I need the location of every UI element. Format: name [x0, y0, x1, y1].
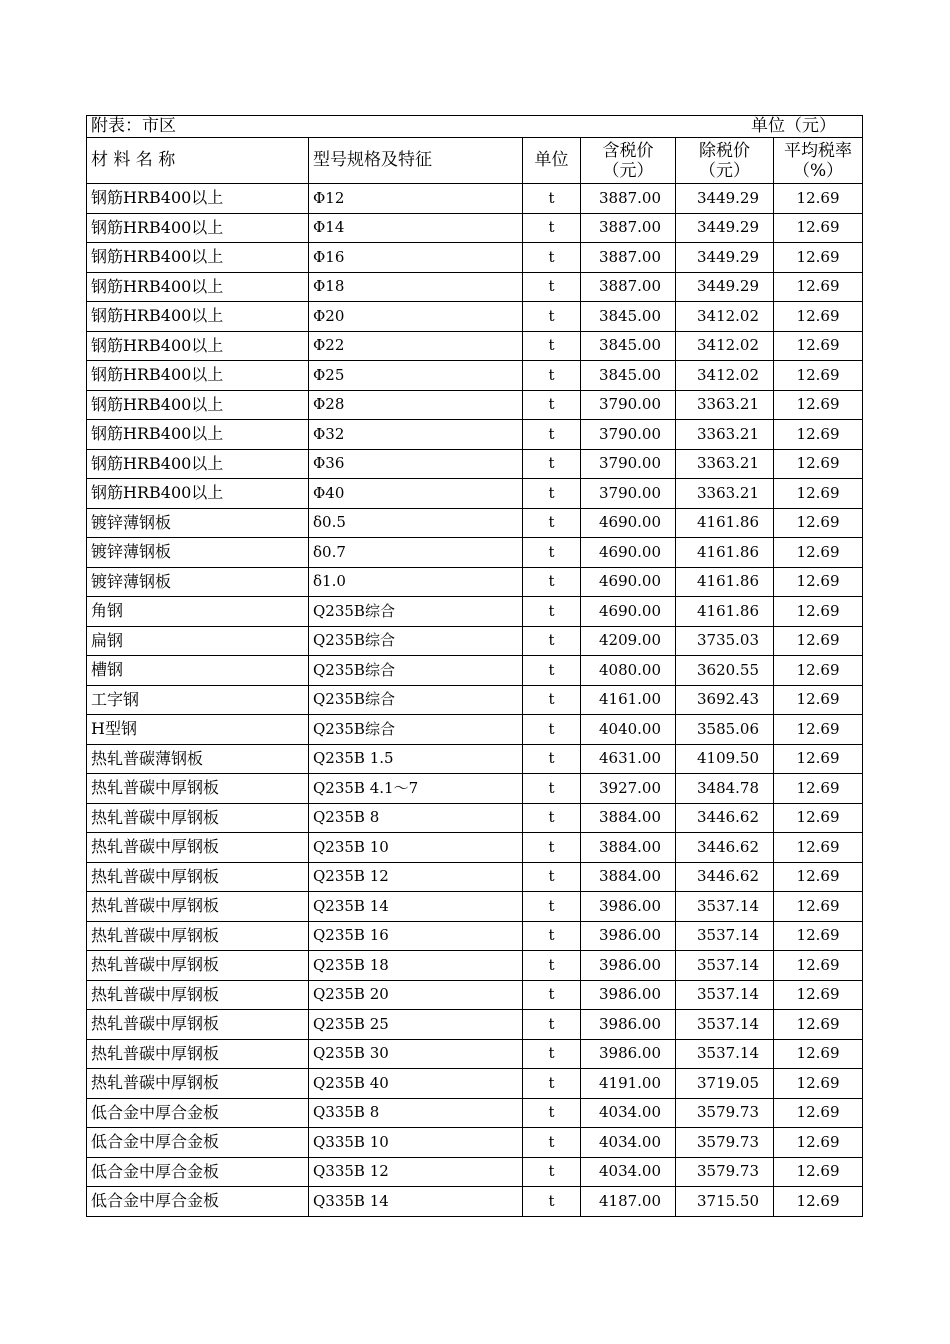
cell-price-with-tax: 3884.00	[581, 862, 676, 892]
cell-avg-tax-rate: 12.69	[774, 862, 863, 892]
cell-price-with-tax: 3927.00	[581, 774, 676, 804]
cell-avg-tax-rate: 12.69	[774, 1039, 863, 1069]
table-row	[87, 508, 863, 538]
cell-spec: Q235B 30	[309, 1039, 523, 1069]
table-row	[87, 774, 863, 804]
cell-unit: t	[523, 302, 581, 332]
cell-avg-tax-rate: 12.69	[774, 1187, 863, 1217]
cell-spec: Q235B 40	[309, 1069, 523, 1099]
cell-unit: t	[523, 538, 581, 568]
table-row	[87, 833, 863, 863]
cell-avg-tax-rate: 12.69	[774, 331, 863, 361]
cell-avg-tax-rate: 12.69	[774, 390, 863, 420]
cell-avg-tax-rate: 12.69	[774, 302, 863, 332]
cell-spec: Φ40	[309, 479, 523, 509]
cell-material-name: 热轧普碳中厚钢板	[87, 892, 309, 922]
cell-avg-tax-rate: 12.69	[774, 833, 863, 863]
cell-unit: t	[523, 833, 581, 863]
cell-price-with-tax: 4034.00	[581, 1098, 676, 1128]
cell-price-with-tax: 4690.00	[581, 567, 676, 597]
cell-spec: Φ18	[309, 272, 523, 302]
cell-material-name: 钢筋HRB400以上	[87, 390, 309, 420]
cell-unit: t	[523, 508, 581, 538]
cell-price-with-tax: 3887.00	[581, 243, 676, 273]
cell-avg-tax-rate: 12.69	[774, 567, 863, 597]
cell-price-with-tax: 4209.00	[581, 626, 676, 656]
cell-material-name: 热轧普碳中厚钢板	[87, 980, 309, 1010]
cell-unit: t	[523, 361, 581, 391]
cell-price-without-tax: 3446.62	[676, 803, 774, 833]
cell-spec: Q235B 8	[309, 803, 523, 833]
cell-price-with-tax: 4161.00	[581, 685, 676, 715]
cell-price-without-tax: 3412.02	[676, 302, 774, 332]
table-row	[87, 213, 863, 243]
cell-avg-tax-rate: 12.69	[774, 272, 863, 302]
header-unit: 单位	[523, 138, 581, 184]
cell-price-without-tax: 3537.14	[676, 980, 774, 1010]
table-row	[87, 626, 863, 656]
table-row	[87, 538, 863, 568]
cell-price-without-tax: 3579.73	[676, 1157, 774, 1187]
cell-price-without-tax: 4161.86	[676, 567, 774, 597]
header-price-with-tax	[581, 138, 676, 184]
table-row	[87, 744, 863, 774]
cell-unit: t	[523, 774, 581, 804]
header-name: 材 料 名 称	[87, 138, 309, 184]
cell-price-without-tax: 3363.21	[676, 390, 774, 420]
cell-spec: Q235B 20	[309, 980, 523, 1010]
header-row	[87, 138, 863, 184]
header-price-with-tax-line2: （元）	[602, 160, 654, 181]
cell-unit: t	[523, 951, 581, 981]
cell-price-without-tax: 4161.86	[676, 538, 774, 568]
cell-price-without-tax: 3715.50	[676, 1187, 774, 1217]
cell-spec: Q335B 10	[309, 1128, 523, 1158]
cell-spec: Q235B 18	[309, 951, 523, 981]
cell-avg-tax-rate: 12.69	[774, 538, 863, 568]
table-row	[87, 715, 863, 745]
cell-price-with-tax: 4690.00	[581, 538, 676, 568]
cell-unit: t	[523, 567, 581, 597]
cell-unit: t	[523, 1187, 581, 1217]
cell-avg-tax-rate: 12.69	[774, 626, 863, 656]
caption-unit: 单位（元）	[581, 116, 863, 138]
cell-material-name: 钢筋HRB400以上	[87, 331, 309, 361]
cell-spec: Φ25	[309, 361, 523, 391]
header-price-without-tax-line2: （元）	[699, 160, 751, 181]
table-row	[87, 1069, 863, 1099]
cell-spec: Q235B综合	[309, 597, 523, 627]
cell-price-without-tax: 3537.14	[676, 1010, 774, 1040]
cell-avg-tax-rate: 12.69	[774, 685, 863, 715]
cell-material-name: 工字钢	[87, 685, 309, 715]
cell-price-with-tax: 3986.00	[581, 921, 676, 951]
cell-avg-tax-rate: 12.69	[774, 656, 863, 686]
cell-price-without-tax: 3412.02	[676, 331, 774, 361]
cell-unit: t	[523, 862, 581, 892]
table-row	[87, 331, 863, 361]
cell-unit: t	[523, 1157, 581, 1187]
table-row	[87, 1187, 863, 1217]
cell-price-with-tax: 3986.00	[581, 951, 676, 981]
table-row	[87, 390, 863, 420]
table-row	[87, 980, 863, 1010]
cell-price-with-tax: 3790.00	[581, 390, 676, 420]
table-body	[87, 116, 863, 1217]
cell-material-name: 低合金中厚合金板	[87, 1098, 309, 1128]
cell-material-name: 低合金中厚合金板	[87, 1157, 309, 1187]
cell-unit: t	[523, 1069, 581, 1099]
cell-material-name: 角钢	[87, 597, 309, 627]
header-spec: 型号规格及特征	[309, 138, 523, 184]
cell-unit: t	[523, 626, 581, 656]
cell-avg-tax-rate: 12.69	[774, 449, 863, 479]
cell-spec: Φ16	[309, 243, 523, 273]
cell-unit: t	[523, 213, 581, 243]
cell-material-name: 热轧普碳中厚钢板	[87, 1010, 309, 1040]
cell-unit: t	[523, 980, 581, 1010]
cell-spec: Q235B 25	[309, 1010, 523, 1040]
cell-avg-tax-rate: 12.69	[774, 508, 863, 538]
cell-avg-tax-rate: 12.69	[774, 243, 863, 273]
cell-price-with-tax: 4034.00	[581, 1128, 676, 1158]
cell-avg-tax-rate: 12.69	[774, 597, 863, 627]
cell-unit: t	[523, 715, 581, 745]
cell-price-with-tax: 3845.00	[581, 302, 676, 332]
cell-price-with-tax: 3884.00	[581, 803, 676, 833]
cell-avg-tax-rate: 12.69	[774, 803, 863, 833]
header-price-with-tax-line1: 含税价	[602, 140, 654, 161]
table-row	[87, 892, 863, 922]
cell-price-with-tax: 4191.00	[581, 1069, 676, 1099]
cell-material-name: 热轧普碳薄钢板	[87, 744, 309, 774]
cell-material-name: H型钢	[87, 715, 309, 745]
cell-spec: Q335B 12	[309, 1157, 523, 1187]
table-row	[87, 361, 863, 391]
cell-avg-tax-rate: 12.69	[774, 420, 863, 450]
cell-avg-tax-rate: 12.69	[774, 715, 863, 745]
cell-material-name: 热轧普碳中厚钢板	[87, 921, 309, 951]
cell-material-name: 低合金中厚合金板	[87, 1187, 309, 1217]
cell-price-with-tax: 3884.00	[581, 833, 676, 863]
cell-price-without-tax: 3579.73	[676, 1098, 774, 1128]
cell-unit: t	[523, 744, 581, 774]
table-row	[87, 1098, 863, 1128]
cell-spec: Q235B综合	[309, 626, 523, 656]
cell-price-without-tax: 3692.43	[676, 685, 774, 715]
cell-material-name: 热轧普碳中厚钢板	[87, 1039, 309, 1069]
cell-material-name: 钢筋HRB400以上	[87, 420, 309, 450]
cell-unit: t	[523, 243, 581, 273]
cell-material-name: 钢筋HRB400以上	[87, 272, 309, 302]
table-row	[87, 184, 863, 214]
cell-avg-tax-rate: 12.69	[774, 774, 863, 804]
cell-unit: t	[523, 803, 581, 833]
cell-price-without-tax: 3449.29	[676, 243, 774, 273]
table-row	[87, 243, 863, 273]
table-row	[87, 420, 863, 450]
table-row	[87, 597, 863, 627]
table-row	[87, 685, 863, 715]
cell-spec: Φ32	[309, 420, 523, 450]
cell-spec: Q235B 1.5	[309, 744, 523, 774]
cell-price-without-tax: 3620.55	[676, 656, 774, 686]
cell-material-name: 钢筋HRB400以上	[87, 184, 309, 214]
cell-spec: Φ28	[309, 390, 523, 420]
cell-unit: t	[523, 331, 581, 361]
table-row	[87, 1039, 863, 1069]
caption-left: 附表：市区	[87, 116, 581, 138]
cell-unit: t	[523, 1010, 581, 1040]
cell-material-name: 扁钢	[87, 626, 309, 656]
cell-material-name: 钢筋HRB400以上	[87, 449, 309, 479]
table-row	[87, 656, 863, 686]
cell-spec: δ0.5	[309, 508, 523, 538]
cell-price-without-tax: 3537.14	[676, 921, 774, 951]
cell-price-without-tax: 3537.14	[676, 892, 774, 922]
cell-price-with-tax: 3887.00	[581, 272, 676, 302]
cell-price-with-tax: 4034.00	[581, 1157, 676, 1187]
table-row	[87, 479, 863, 509]
cell-material-name: 槽钢	[87, 656, 309, 686]
cell-price-without-tax: 3449.29	[676, 272, 774, 302]
cell-avg-tax-rate: 12.69	[774, 1069, 863, 1099]
cell-material-name: 镀锌薄钢板	[87, 508, 309, 538]
cell-price-with-tax: 3790.00	[581, 449, 676, 479]
cell-unit: t	[523, 685, 581, 715]
cell-avg-tax-rate: 12.69	[774, 1157, 863, 1187]
cell-unit: t	[523, 420, 581, 450]
cell-spec: δ1.0	[309, 567, 523, 597]
cell-price-without-tax: 3363.21	[676, 449, 774, 479]
cell-material-name: 镀锌薄钢板	[87, 538, 309, 568]
cell-material-name: 钢筋HRB400以上	[87, 213, 309, 243]
cell-price-without-tax: 3579.73	[676, 1128, 774, 1158]
header-avg-tax-rate-line2: （%）	[792, 160, 844, 181]
cell-price-without-tax: 3585.06	[676, 715, 774, 745]
table-row	[87, 951, 863, 981]
cell-unit: t	[523, 479, 581, 509]
cell-unit: t	[523, 449, 581, 479]
cell-spec: Φ20	[309, 302, 523, 332]
cell-spec: Q335B 8	[309, 1098, 523, 1128]
cell-unit: t	[523, 656, 581, 686]
cell-material-name: 热轧普碳中厚钢板	[87, 862, 309, 892]
cell-material-name: 热轧普碳中厚钢板	[87, 951, 309, 981]
table-row	[87, 803, 863, 833]
cell-price-with-tax: 3986.00	[581, 892, 676, 922]
table-row	[87, 302, 863, 332]
cell-material-name: 钢筋HRB400以上	[87, 243, 309, 273]
cell-price-with-tax: 4040.00	[581, 715, 676, 745]
cell-material-name: 热轧普碳中厚钢板	[87, 1069, 309, 1099]
cell-price-with-tax: 3845.00	[581, 361, 676, 391]
cell-avg-tax-rate: 12.69	[774, 184, 863, 214]
table-row	[87, 567, 863, 597]
cell-price-without-tax: 3537.14	[676, 951, 774, 981]
cell-avg-tax-rate: 12.69	[774, 213, 863, 243]
cell-unit: t	[523, 597, 581, 627]
cell-spec: Q235B 12	[309, 862, 523, 892]
cell-spec: Φ14	[309, 213, 523, 243]
cell-unit: t	[523, 892, 581, 922]
table-row	[87, 921, 863, 951]
caption-row	[87, 116, 863, 138]
header-avg-tax-rate-line1: 平均税率	[784, 140, 853, 161]
cell-material-name: 热轧普碳中厚钢板	[87, 833, 309, 863]
cell-price-without-tax: 3735.03	[676, 626, 774, 656]
cell-unit: t	[523, 1039, 581, 1069]
cell-material-name: 钢筋HRB400以上	[87, 361, 309, 391]
header-price-without-tax-line1: 除税价	[699, 140, 751, 161]
table-row	[87, 449, 863, 479]
cell-price-without-tax: 3446.62	[676, 862, 774, 892]
cell-avg-tax-rate: 12.69	[774, 892, 863, 922]
cell-spec: δ0.7	[309, 538, 523, 568]
cell-unit: t	[523, 1098, 581, 1128]
cell-spec: Q335B 14	[309, 1187, 523, 1217]
cell-avg-tax-rate: 12.69	[774, 744, 863, 774]
cell-avg-tax-rate: 12.69	[774, 951, 863, 981]
cell-material-name: 钢筋HRB400以上	[87, 479, 309, 509]
cell-price-without-tax: 4109.50	[676, 744, 774, 774]
cell-spec: Q235B 10	[309, 833, 523, 863]
cell-avg-tax-rate: 12.69	[774, 1010, 863, 1040]
cell-unit: t	[523, 184, 581, 214]
cell-unit: t	[523, 1128, 581, 1158]
cell-price-without-tax: 3719.05	[676, 1069, 774, 1099]
material-price-table	[86, 115, 863, 1217]
cell-price-with-tax: 4690.00	[581, 508, 676, 538]
cell-price-without-tax: 3363.21	[676, 420, 774, 450]
cell-avg-tax-rate: 12.69	[774, 479, 863, 509]
cell-price-with-tax: 4187.00	[581, 1187, 676, 1217]
table-row	[87, 1010, 863, 1040]
cell-unit: t	[523, 272, 581, 302]
table-row	[87, 1157, 863, 1187]
cell-spec: Φ22	[309, 331, 523, 361]
cell-price-with-tax: 4080.00	[581, 656, 676, 686]
cell-avg-tax-rate: 12.69	[774, 980, 863, 1010]
cell-price-with-tax: 3845.00	[581, 331, 676, 361]
cell-price-without-tax: 3363.21	[676, 479, 774, 509]
cell-material-name: 热轧普碳中厚钢板	[87, 803, 309, 833]
cell-price-without-tax: 3412.02	[676, 361, 774, 391]
cell-price-without-tax: 4161.86	[676, 597, 774, 627]
cell-price-with-tax: 3986.00	[581, 1010, 676, 1040]
cell-spec: Q235B 16	[309, 921, 523, 951]
cell-avg-tax-rate: 12.69	[774, 1098, 863, 1128]
cell-price-without-tax: 3449.29	[676, 213, 774, 243]
header-avg-tax-rate	[774, 138, 863, 184]
cell-price-with-tax: 4690.00	[581, 597, 676, 627]
cell-spec: Q235B综合	[309, 685, 523, 715]
table-row	[87, 1128, 863, 1158]
cell-avg-tax-rate: 12.69	[774, 921, 863, 951]
cell-material-name: 热轧普碳中厚钢板	[87, 774, 309, 804]
cell-price-without-tax: 3484.78	[676, 774, 774, 804]
cell-price-with-tax: 3790.00	[581, 420, 676, 450]
cell-price-with-tax: 4631.00	[581, 744, 676, 774]
cell-price-with-tax: 3790.00	[581, 479, 676, 509]
cell-material-name: 低合金中厚合金板	[87, 1128, 309, 1158]
cell-unit: t	[523, 921, 581, 951]
cell-avg-tax-rate: 12.69	[774, 361, 863, 391]
cell-spec: Φ36	[309, 449, 523, 479]
cell-spec: Q235B 4.1～7	[309, 774, 523, 804]
table-row	[87, 862, 863, 892]
header-price-without-tax	[676, 138, 774, 184]
cell-price-with-tax: 3887.00	[581, 184, 676, 214]
cell-price-without-tax: 3537.14	[676, 1039, 774, 1069]
cell-spec: Φ12	[309, 184, 523, 214]
cell-price-with-tax: 3986.00	[581, 1039, 676, 1069]
cell-price-with-tax: 3887.00	[581, 213, 676, 243]
cell-price-without-tax: 3449.29	[676, 184, 774, 214]
cell-spec: Q235B 14	[309, 892, 523, 922]
cell-price-with-tax: 3986.00	[581, 980, 676, 1010]
cell-spec: Q235B综合	[309, 715, 523, 745]
cell-material-name: 镀锌薄钢板	[87, 567, 309, 597]
cell-unit: t	[523, 390, 581, 420]
cell-avg-tax-rate: 12.69	[774, 1128, 863, 1158]
cell-material-name: 钢筋HRB400以上	[87, 302, 309, 332]
cell-price-without-tax: 3446.62	[676, 833, 774, 863]
cell-spec: Q235B综合	[309, 656, 523, 686]
cell-price-without-tax: 4161.86	[676, 508, 774, 538]
table-row	[87, 272, 863, 302]
